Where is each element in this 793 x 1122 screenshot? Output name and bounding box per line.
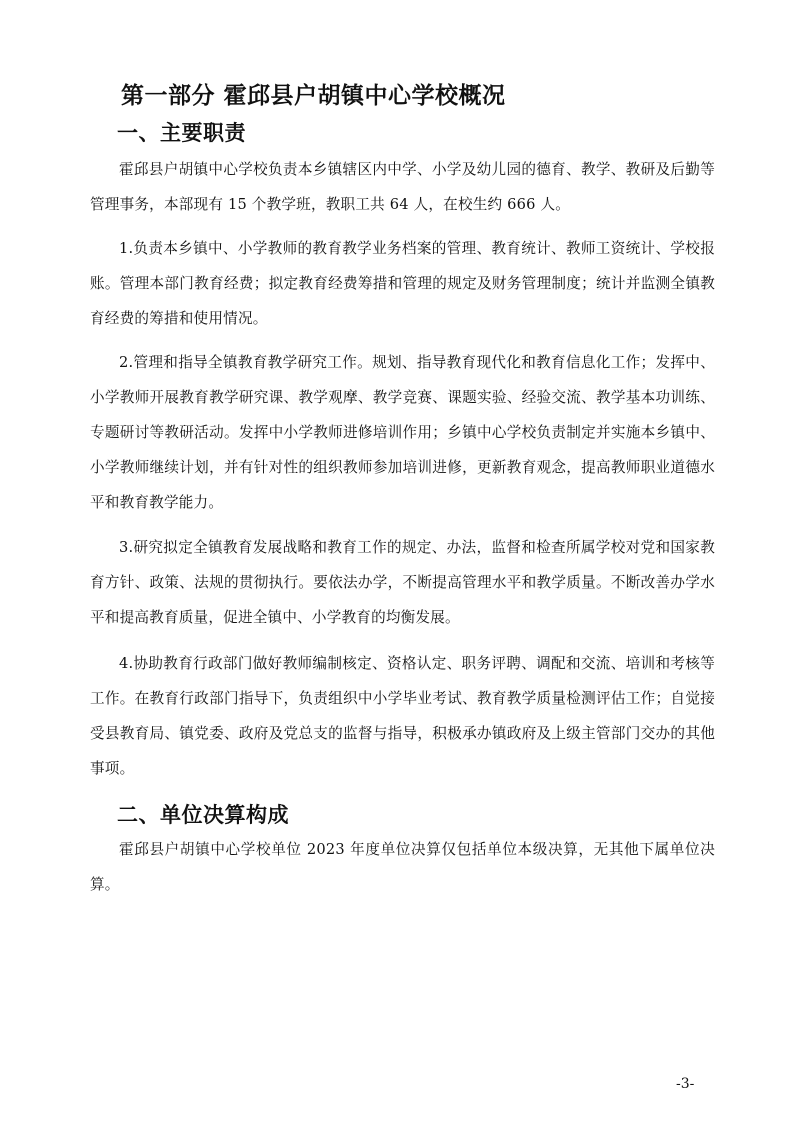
paragraph-duty-1: 1.负责本乡镇中、小学教师的教育教学业务档案的管理、教育统计、教师工资统计、学校报账。管理本部门教育经费；拟定教育经费筹措和管理的规定及财务管理制度；统计并监测全镇教育经费的筹措和使用情况。 <box>90 240 715 327</box>
section-title-main-duties: 一、主要职责 <box>117 121 246 145</box>
page-number: -3- <box>676 1076 695 1092</box>
section-title-budget-composition: 二、单位决算构成 <box>117 803 289 827</box>
paragraph-budget-composition: 霍邱县户胡镇中心学校单位 2023 年度单位决算仅包括单位本级决算，无其他下属单位决算。 <box>90 841 715 893</box>
paragraph-duty-3: 3.研究拟定全镇教育发展战略和教育工作的规定、办法，监督和检查所属学校对党和国家教育方针、政策、法规的贯彻执行。要依法办学，不断提高管理水平和教学质量。不断改善办学水平和提高教育质量，促进全镇中、小学教育的均衡发展。 <box>90 539 715 626</box>
paragraph-duty-4: 4.协助教育行政部门做好教师编制核定、资格认定、职务评聘、调配和交流、培训和考核等工作。在教育行政部门指导下，负责组织中小学毕业考试、教育教学质量检测评估工作；自觉接受县教育局、镇党委、政府及党总支的监督与指导，积极承办镇政府及上级主管部门交办的其他事项。 <box>90 655 715 777</box>
part-title: 第一部分 霍邱县户胡镇中心学校概况 <box>121 83 506 109</box>
paragraph-intro: 霍邱县户胡镇中心学校负责本乡镇辖区内中学、小学及幼儿园的德育、教学、教研及后勤等管理事务，本部现有 15 个教学班，教职工共 64 人，在校生约 666 人。 <box>90 161 715 213</box>
paragraph-duty-2: 2.管理和指导全镇教育教学研究工作。规划、指导教育现代化和教育信息化工作；发挥中、小学教师开展教育教学研究课、教学观摩、教学竞赛、课题实验、经验交流、教学基本功训练、专题研讨等教研活动。发挥中小学教师进修培训作用；乡镇中心学校负责制定并实施本乡镇中、小学教师继续计划，并有针对性的组织教师参加培训进修，更新教育观念，提高教师职业道德水平和教育教学能力。 <box>90 354 715 511</box>
